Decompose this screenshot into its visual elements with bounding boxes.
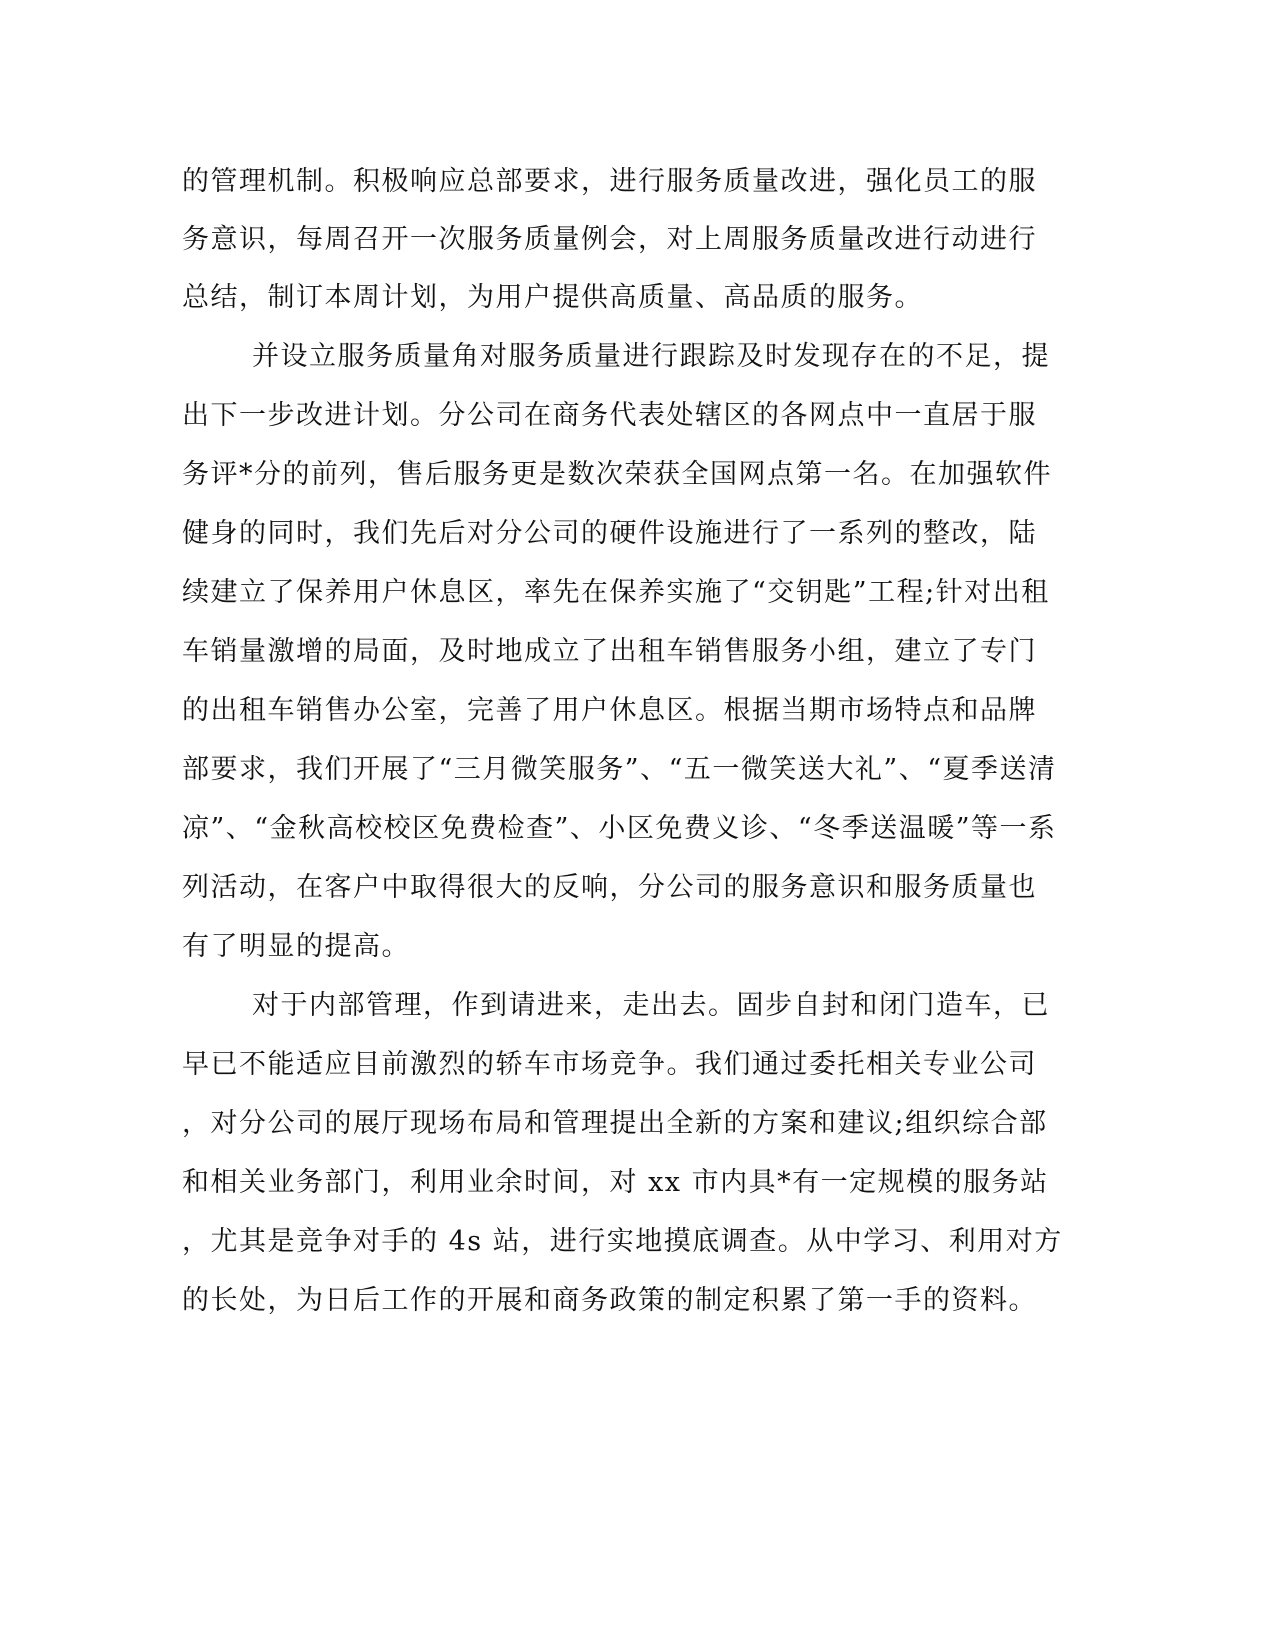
text-line: 出下一步改进计划。分公司在商务代表处辖区的各网点中一直居于服 [182,400,1037,431]
text-line: 部要求，我们开展了“三月微笑服务”、“五一微笑送大礼”、“夏季送清 [182,754,1057,785]
text-line: 总结，制订本周计划，为用户提供高质量、高品质的服务。 [182,282,923,313]
text-line: 务意识，每周召开一次服务质量例会，对上周服务质量改进行动进行 [182,224,1037,255]
text-line: 的长处，为日后工作的开展和商务政策的制定积累了第一手的资料。 [182,1285,1037,1316]
text-line: ，对分公司的展厅现场布局和管理提出全新的方案和建议;组织综合部 [182,1108,1048,1139]
paragraph-first-line: 并设立服务质量角对服务质量进行跟踪及时发现存在的不足，提 [252,341,1050,372]
text-line: ，尤其是竞争对手的 4s 站，进行实地摸底调查。从中学习、利用对方 [182,1226,1063,1257]
text-line: 务评*分的前列，售后服务更是数次荣获全国网点第一名。在加强软件 [182,459,1052,490]
text-line: 有了明显的提高。 [182,931,410,962]
paragraph-first-line: 对于内部管理，作到请进来，走出去。固步自封和闭门造车，已 [252,990,1050,1021]
text-line: 列活动，在客户中取得很大的反响，分公司的服务意识和服务质量也 [182,872,1037,903]
text-line: 和相关业务部门，利用业余时间，对 xx 市内具*有一定规模的服务站 [182,1167,1049,1198]
text-line: 车销量激增的局面，及时地成立了出租车销售服务小组，建立了专门 [182,636,1037,667]
text-line: 续建立了保养用户休息区，率先在保养实施了“交钥匙”工程;针对出租 [182,577,1050,608]
text-line: 凉”、“金秋高校校区免费检查”、小区免费义诊、“冬季送温暖”等一系 [182,813,1057,844]
text-line: 的管理机制。积极响应总部要求，进行服务质量改进，强化员工的服 [182,166,1037,197]
text-line: 健身的同时，我们先后对分公司的硬件设施进行了一系列的整改，陆 [182,518,1037,549]
text-line: 的出租车销售办公室，完善了用户休息区。根据当期市场特点和品牌 [182,695,1037,726]
text-line: 早已不能适应目前激烈的轿车市场竞争。我们通过委托相关专业公司 [182,1049,1037,1080]
